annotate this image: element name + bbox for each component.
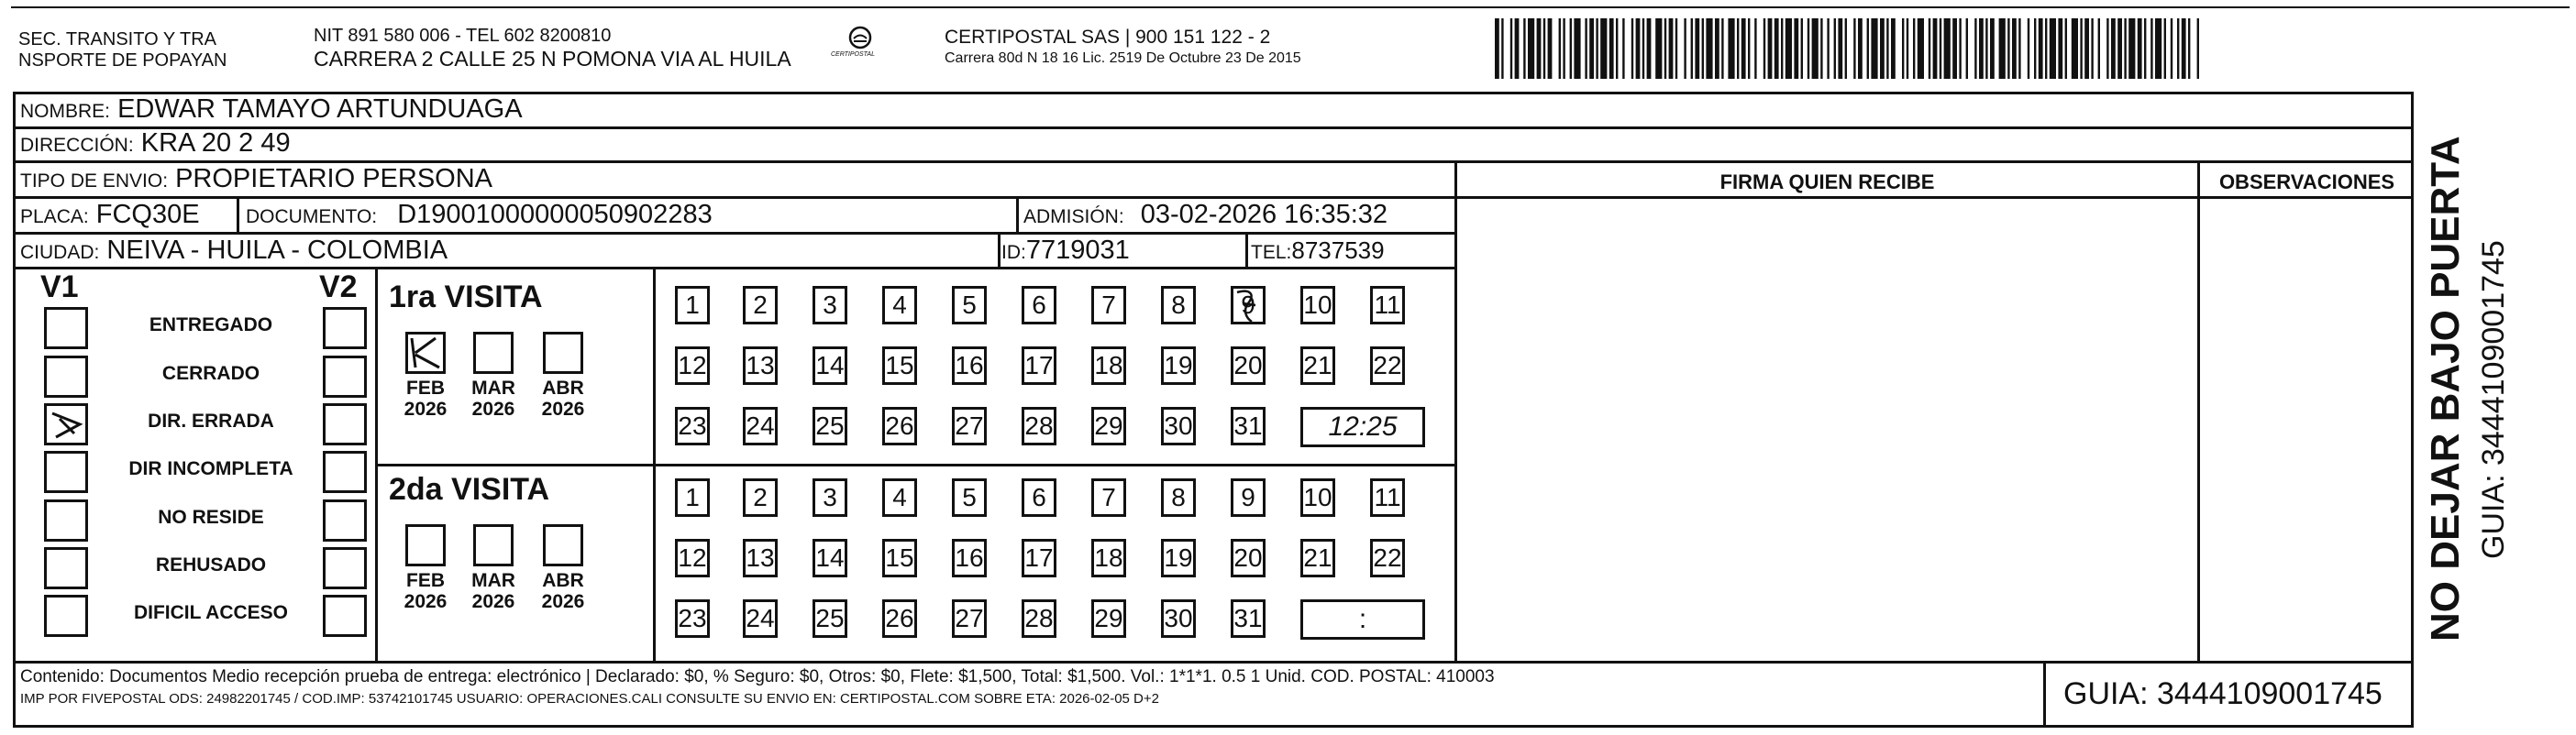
calendar-day[interactable]: 12 (675, 346, 710, 385)
barcode-bar (2111, 18, 2116, 79)
calendar-day[interactable]: 27 (952, 407, 987, 445)
barcode-bar (2124, 18, 2126, 79)
barcode-bar (1664, 18, 1666, 79)
calendar-day[interactable]: 12 (675, 539, 710, 577)
barcode-bar (1574, 18, 1580, 79)
barcode-bar (1741, 18, 1746, 79)
barcode-bar (2106, 18, 2108, 79)
v1-label: V1 (40, 269, 79, 304)
tel-field (1251, 235, 1385, 269)
firma-header: FIRMA QUIEN RECIBE (1719, 170, 1935, 193)
calendar-day[interactable]: 4 (882, 478, 917, 517)
status-label-dificil-acceso: DIFICIL ACCESO (133, 602, 288, 623)
seal-icon (824, 24, 899, 71)
ciudad-field (20, 235, 448, 269)
barcode-bar (1845, 18, 1847, 79)
barcode-bar (1867, 18, 1869, 79)
barcode-bar (2065, 18, 2067, 79)
barcode-bar (1570, 18, 1572, 79)
v2-checkbox[interactable] (323, 595, 367, 637)
barcode-bar (1999, 18, 2006, 79)
barcode-bar (1933, 18, 1938, 79)
v1-checkbox[interactable] (44, 499, 88, 542)
v1-checkbox[interactable] (44, 547, 88, 589)
barcode-bar (1834, 18, 1836, 79)
sender-org (18, 29, 227, 71)
sender-line-1: SEC. TRANSITO Y TRA (18, 29, 216, 49)
admision-value: 03-02-2026 16:35:32 (1140, 200, 1388, 229)
month-label: ABR 2026 (541, 378, 585, 420)
barcode-bar (2007, 18, 2009, 79)
barcode-bar (1600, 18, 1607, 79)
top-rule (11, 6, 2570, 8)
barcode-bar (1985, 18, 1987, 79)
barcode-bar (1721, 18, 1723, 79)
v2-checkbox[interactable] (323, 451, 367, 493)
status-label-dir-incompleta: DIR INCOMPLETA (128, 458, 293, 479)
calendar-day[interactable]: 18 (1091, 346, 1126, 385)
first-visit-time-box[interactable]: 12:25 (1300, 407, 1425, 447)
barcode-bar (2080, 18, 2082, 79)
barcode-bar (1702, 18, 1704, 79)
documento-label: DOCUMENTO: (246, 206, 378, 227)
month-checkbox[interactable] (473, 332, 514, 374)
col-rule (1245, 232, 1248, 267)
hand-mark-icon (1232, 285, 1265, 325)
calendar-day[interactable]: 9 (1231, 286, 1266, 324)
barcode-bar (2128, 18, 2135, 79)
month-checkbox[interactable] (405, 524, 446, 566)
barcode-bar (1990, 18, 1995, 79)
calendar-day[interactable]: 28 (1022, 407, 1056, 445)
barcode-bar (1781, 18, 1783, 79)
first-visit-title: 1ra VISITA (389, 280, 543, 314)
barcode-bar (2197, 18, 2199, 79)
license-line: Carrera 80d N 18 16 Lic. 2519 De Octubre 23 De 2015 (945, 50, 1301, 66)
footer-guia-rule (2043, 661, 2046, 728)
visit-col-rule (653, 267, 656, 661)
barcode-bar (2018, 18, 2020, 79)
barcode-bar (1820, 18, 1822, 79)
barcode-bar (1585, 18, 1587, 79)
barcode-bar (2117, 18, 2122, 79)
tipo-label: TIPO DE ENVIO: (20, 170, 169, 192)
seal-text: CERTIPOSTAL (831, 51, 875, 58)
v1-checkbox[interactable] (44, 595, 88, 637)
v2-checkbox[interactable] (323, 547, 367, 589)
barcode-bar (1537, 18, 1542, 79)
month-label: FEB 2026 (404, 378, 448, 420)
calendar-day[interactable]: 19 (1161, 346, 1196, 385)
footer-line-2: IMP POR FIVEPOSTAL ODS: 24982201745 / COD.IMP: 53742101745 USUARIO: OPERACIONES.CALI CONSULTE SU ENVIO EN: CERTIPOSTAL.COM SOBRE ETA: 2026-02-05 D+2 (20, 691, 1159, 707)
barcode-bar (1880, 18, 1885, 79)
placa-label: PLACA: (20, 206, 89, 227)
calendar-day[interactable]: 24 (743, 599, 778, 638)
barcode-bar (1979, 18, 1984, 79)
barcode-bar (1642, 18, 1644, 79)
barcode-bar (2028, 18, 2029, 79)
calendar-day[interactable]: 14 (813, 539, 847, 577)
certipostal-seal (824, 24, 899, 71)
barcode-bar (2155, 18, 2161, 79)
barcode-bar (2045, 18, 2047, 79)
calendar-day[interactable]: 27 (952, 599, 987, 638)
calendar-day[interactable]: 10 (1300, 286, 1335, 324)
barcode-bar (2138, 18, 2142, 79)
id-label: ID: (1001, 242, 1026, 263)
month-checkbox[interactable] (543, 524, 583, 566)
sender-info (314, 26, 791, 71)
barcode-bar (1589, 18, 1594, 79)
barcode-bar (1596, 18, 1598, 79)
calendar-day[interactable]: 2 (743, 286, 778, 324)
hand-check-icon (408, 335, 443, 371)
footer-line-1: Contenido: Documentos Medio recepción prueba de entrega: electrónico | Declarado: $0, % Seguro: $0, Otros: $0, Flete: $1,500, Total: $1,500. Vol.: 1*1*1. 0.5 1 Unid. COD. POSTAL: 410003 (20, 667, 1495, 686)
col-rule (1454, 160, 1457, 661)
barcode-bar (1918, 18, 1924, 79)
side-warning: NO DEJAR BAJO PUERTA (2423, 136, 2468, 642)
barcode-bar (1929, 18, 1930, 79)
tipo-value: PROPIETARIO PERSONA (175, 164, 493, 193)
calendar-day[interactable]: 5 (952, 286, 987, 324)
barcode (1495, 18, 2201, 79)
status-label-dir-errada: DIR. ERRADA (148, 411, 274, 432)
barcode-bar (1501, 18, 1503, 79)
barcode-bar (1794, 18, 1798, 79)
calendar-day[interactable]: 8 (1161, 286, 1196, 324)
row-rule (13, 661, 2414, 664)
documento-value: D19001000000050902283 (397, 200, 713, 229)
barcode-bar (2098, 18, 2100, 79)
calendar-day[interactable]: 6 (1022, 478, 1056, 517)
barcode-bar (1675, 18, 1677, 79)
calendar-day[interactable]: 30 (1161, 599, 1196, 638)
barcode-bar (1944, 18, 1951, 79)
barcode-bar (1754, 18, 1756, 79)
barcode-bar (1528, 18, 1534, 79)
barcode-bar (2171, 18, 2172, 79)
barcode-bar (2084, 18, 2089, 79)
calendar-day[interactable]: 13 (743, 346, 778, 385)
barcode-bar (1886, 18, 1888, 79)
col-rule (237, 196, 239, 232)
month-label: MAR 2026 (471, 570, 515, 612)
barcode-bar (1669, 18, 1674, 79)
v1-checkbox[interactable] (44, 403, 88, 445)
calendar-day[interactable]: 31 (1231, 599, 1266, 638)
barcode-bar (1902, 18, 1904, 79)
barcode-bar (2050, 18, 2056, 79)
barcode-bar (2058, 18, 2062, 79)
address-line: CARRERA 2 CALLE 25 N POMONA VIA AL HUILA (314, 47, 791, 71)
barcode-bar (1871, 18, 1877, 79)
barcode-bar (1952, 18, 1957, 79)
col-rule (1016, 196, 1019, 232)
v2-checkbox[interactable] (323, 499, 367, 542)
calendar-day[interactable]: 2 (743, 478, 778, 517)
barcode-bar (1853, 18, 1855, 79)
calendar-day[interactable]: 22 (1370, 539, 1405, 577)
barcode-bar (2039, 18, 2043, 79)
calendar-day[interactable]: 10 (1300, 478, 1335, 517)
calendar-day[interactable]: 22 (1370, 346, 1405, 385)
barcode-bar (1959, 18, 1961, 79)
barcode-bar (1622, 18, 1624, 79)
barcode-bar (1974, 18, 1976, 79)
calendar-day[interactable]: 29 (1091, 407, 1126, 445)
barcode-bar (1940, 18, 1941, 79)
barcode-bar (1495, 18, 1499, 79)
barcode-bar (2072, 18, 2078, 79)
calendar-day[interactable]: 14 (813, 346, 847, 385)
barcode-bar (1966, 18, 1968, 79)
month-label: FEB 2026 (404, 570, 448, 612)
barcode-bar (1691, 18, 1693, 79)
id-field (1001, 235, 1130, 269)
barcode-bar (1774, 18, 1779, 79)
barcode-bar (2034, 18, 2036, 79)
barcode-bar (1631, 18, 1633, 79)
tipo-field (20, 163, 492, 197)
month-checkbox[interactable] (543, 332, 583, 374)
calendar-day[interactable]: 31 (1231, 407, 1266, 445)
barcode-bar (2182, 18, 2186, 79)
calendar-day[interactable]: 21 (1300, 539, 1335, 577)
footer-guia: GUIA: 3444109001745 (2063, 676, 2383, 711)
barcode-bar (1548, 18, 1553, 79)
second-visit-time-box[interactable]: : (1300, 599, 1425, 640)
month-checkbox[interactable] (473, 524, 514, 566)
barcode-bar (1636, 18, 1641, 79)
calendar-day[interactable]: 1 (675, 286, 710, 324)
v2-checkbox[interactable] (323, 307, 367, 349)
second-visit-title: 2da VISITA (389, 472, 550, 507)
barcode-bar (1907, 18, 1908, 79)
barcode-bar (1768, 18, 1773, 79)
id-value: 7719031 (1025, 236, 1130, 265)
v2-label: V2 (319, 269, 358, 304)
status-label-cerrado: CERRADO (161, 363, 260, 384)
calendar-day[interactable]: 7 (1091, 286, 1126, 324)
hand-check-icon (47, 406, 85, 443)
visit-divider (378, 464, 1455, 466)
direccion-label: DIRECCIÓN: (20, 135, 134, 156)
calendar-day[interactable]: 15 (882, 346, 917, 385)
admision-field (1023, 199, 1388, 233)
nombre-value: EDWAR TAMAYO ARTUNDUAGA (117, 94, 523, 124)
barcode-bar (1510, 18, 1512, 79)
barcode-bar (1748, 18, 1750, 79)
tel-label: TEL: (1251, 242, 1292, 263)
month-label: MAR 2026 (471, 378, 515, 420)
calendar-day[interactable]: 23 (675, 407, 710, 445)
calendar-day[interactable]: 9 (1231, 478, 1266, 517)
ciudad-value: NEIVA - HUILA - COLOMBIA (106, 236, 448, 265)
barcode-bar (1858, 18, 1863, 79)
placa-field (20, 199, 200, 233)
calendar-day[interactable]: 23 (675, 599, 710, 638)
nit-line: NIT 891 580 006 - TEL 602 8200810 (314, 26, 612, 46)
barcode-bar (2150, 18, 2152, 79)
calendar-day[interactable]: 6 (1022, 286, 1056, 324)
barcode-bar (1737, 18, 1739, 79)
barcode-bar (1523, 18, 1525, 79)
direccion-value: KRA 20 2 49 (140, 128, 291, 158)
v1-checkbox[interactable] (44, 451, 88, 493)
barcode-bar (1715, 18, 1719, 79)
calendar-day[interactable]: 13 (743, 539, 778, 577)
calendar-day[interactable]: 28 (1022, 599, 1056, 638)
barcode-bar (1801, 18, 1803, 79)
barcode-bar (1913, 18, 1915, 79)
calendar-day[interactable]: 16 (952, 346, 987, 385)
ciudad-label: CIUDAD: (20, 242, 100, 263)
calendar-day[interactable]: 29 (1091, 599, 1126, 638)
v1-checkbox[interactable] (44, 356, 88, 398)
calendar-day[interactable]: 3 (813, 478, 847, 517)
barcode-bar (1827, 18, 1829, 79)
placa-value: FCQ30E (95, 200, 200, 229)
v2-checkbox[interactable] (323, 403, 367, 445)
v1-checkbox[interactable] (44, 307, 88, 349)
barcode-bar (2012, 18, 2017, 79)
calendar-day[interactable]: 20 (1231, 539, 1266, 577)
calendar-day[interactable]: 25 (813, 599, 847, 638)
calendar-day[interactable]: 17 (1022, 539, 1056, 577)
calendar-day[interactable]: 1 (675, 478, 710, 517)
barcode-bar (1559, 18, 1561, 79)
calendar-day[interactable]: 15 (882, 539, 917, 577)
calendar-day[interactable]: 20 (1231, 346, 1266, 385)
barcode-bar (1543, 18, 1545, 79)
calendar-day[interactable]: 26 (882, 407, 917, 445)
calendar-day[interactable]: 24 (743, 407, 778, 445)
observaciones-header: OBSERVACIONES (2218, 170, 2395, 193)
calendar-day[interactable]: 11 (1370, 478, 1405, 517)
calendar-day[interactable]: 21 (1300, 346, 1335, 385)
col-rule (2197, 160, 2200, 661)
calendar-day[interactable]: 18 (1091, 539, 1126, 577)
status-label-no-reside: NO RESIDE (158, 507, 264, 528)
barcode-bar (1609, 18, 1614, 79)
nombre-label: NOMBRE: (20, 101, 111, 122)
direccion-field (20, 127, 291, 161)
barcode-bar (2177, 18, 2179, 79)
barcode-bar (1812, 18, 1819, 79)
barcode-bar (1684, 18, 1686, 79)
barcode-bar (1655, 18, 1662, 79)
barcode-bar (1786, 18, 1792, 79)
barcode-bar (2164, 18, 2166, 79)
barcode-bar (1838, 18, 1842, 79)
nombre-field (20, 93, 523, 127)
side-guia: GUIA: 3444109001745 (2476, 240, 2511, 559)
calendar-day[interactable]: 17 (1022, 346, 1056, 385)
calendar-day[interactable]: 26 (882, 599, 917, 638)
barcode-bar (2091, 18, 2093, 79)
status-label-rehusado: REHUSADO (155, 554, 267, 576)
col-rule (1457, 196, 2414, 199)
tel-value: 8737539 (1291, 236, 1385, 264)
status-label-entregado: ENTREGADO (149, 314, 273, 335)
barcode-bar (1647, 18, 1652, 79)
month-label: ABR 2026 (541, 570, 585, 612)
admision-label: ADMISIÓN: (1023, 206, 1124, 227)
calendar-day[interactable]: 5 (952, 478, 987, 517)
barcode-bar (1728, 18, 1734, 79)
barcode-bar (1515, 18, 1520, 79)
col-rule (998, 232, 1001, 267)
barcode-bar (1616, 18, 1618, 79)
barcode-bar (1695, 18, 1699, 79)
month-checkbox[interactable] (405, 332, 446, 374)
barcode-bar (2144, 18, 2146, 79)
calendar-day[interactable]: 8 (1161, 478, 1196, 517)
barcode-bar (1808, 18, 1809, 79)
sender-line-2: NSPORTE DE POPAYAN (18, 50, 227, 71)
v2-checkbox[interactable] (323, 356, 367, 398)
barcode-bar (2188, 18, 2190, 79)
documento-field (246, 199, 713, 233)
calendar-day[interactable]: 7 (1091, 478, 1126, 517)
calendar-day[interactable]: 3 (813, 286, 847, 324)
calendar-day[interactable]: 30 (1161, 407, 1196, 445)
calendar-day[interactable]: 19 (1161, 539, 1196, 577)
carrier-info (945, 26, 1301, 69)
calendar-day[interactable]: 11 (1370, 286, 1405, 324)
barcode-bar (1563, 18, 1564, 79)
calendar-day[interactable]: 25 (813, 407, 847, 445)
barcode-bar (1891, 18, 1896, 79)
carrier-line: CERTIPOSTAL SAS | 900 151 122 - 2 (945, 27, 1271, 48)
barcode-bar (1763, 18, 1765, 79)
calendar-day[interactable]: 4 (882, 286, 917, 324)
barcode-bar (1706, 18, 1712, 79)
calendar-day[interactable]: 16 (952, 539, 987, 577)
